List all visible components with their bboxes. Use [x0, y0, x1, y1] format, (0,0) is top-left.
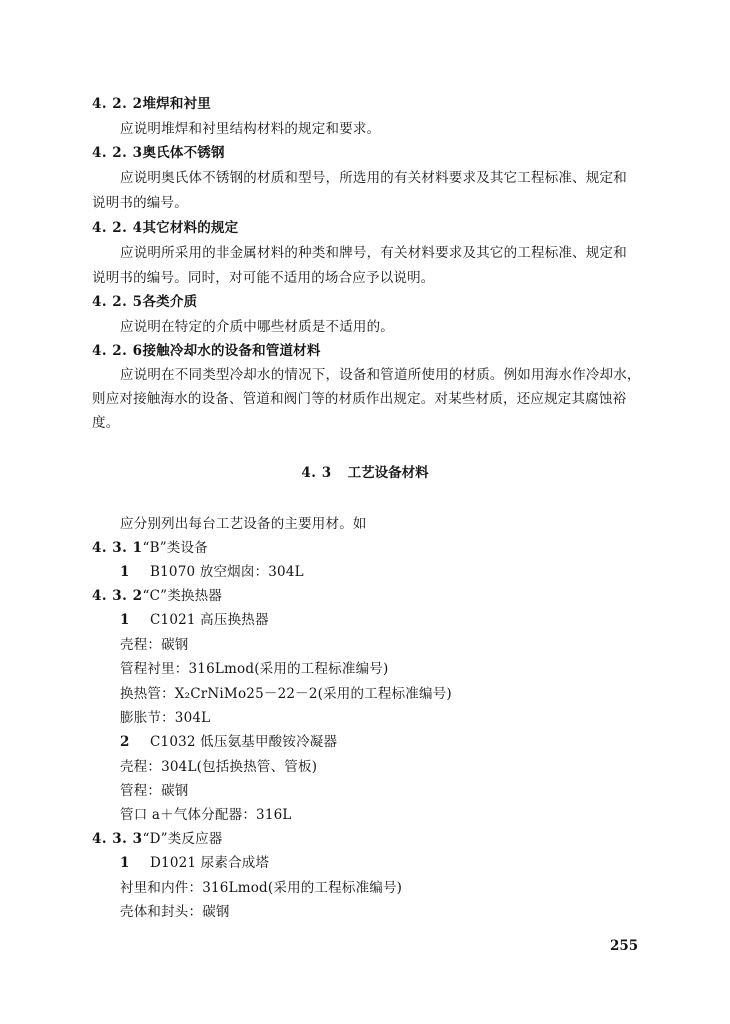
item-text: B1070 放空烟囱：304L [150, 564, 304, 580]
section-number: 4. 3 [301, 465, 332, 481]
paragraph: 应说明奥氏体不锈钢的材质和型号，所选用的有关材料要求及其它工程标准、规定和 [120, 170, 627, 186]
item-text: C1021 高压换热器 [150, 612, 269, 628]
section-title: 奥氏体不锈钢 [142, 145, 225, 161]
item-text: D1021 尿素合成塔 [150, 855, 270, 871]
heading-4-2-4 [92, 218, 238, 238]
section-title: 其它材料的规定 [142, 220, 239, 236]
section-title: 接触冷却水的设备和管道材料 [142, 343, 321, 359]
heading-4-2-5 [92, 292, 197, 312]
paragraph-continuation: 说明书的编号。 [92, 195, 188, 211]
page-number: 255 [610, 938, 639, 954]
list-item [120, 562, 304, 582]
section-heading-4-3 [0, 463, 730, 483]
paragraph-continuation: 则应对接触海水的设备、管道和阀门等的材质作出规定。对某些材质，还应规定其腐蚀裕 [92, 391, 627, 407]
paragraph: 应说明在特定的介质中哪些材质是不适用的。 [120, 319, 394, 335]
paragraph: 应说明堆焊和衬里结构材料的规定和要求。 [120, 121, 381, 137]
section-title: 各类介质 [142, 294, 198, 310]
section-number: 4. 2. 4 [92, 220, 143, 236]
section-number: 4. 2. 6 [92, 343, 143, 359]
item-number: 1 [120, 612, 130, 628]
section-title: 工艺设备材料 [347, 465, 429, 481]
list-item [120, 732, 337, 752]
section-number: 4. 2. 2 [92, 96, 143, 112]
material-line: 管程衬里：316Lmod(采用的工程标准编号) [120, 661, 389, 677]
material-line: 壳程：碳钢 [120, 637, 189, 653]
item-number: 1 [120, 855, 130, 871]
material-line: 膨胀节：304L [120, 710, 211, 726]
paragraph-continuation: 度。 [92, 415, 120, 431]
section-number: 4. 2. 5 [92, 294, 143, 310]
item-text: C1032 低压氨基甲酸铵冷凝器 [150, 734, 338, 750]
item-number: 1 [120, 564, 130, 580]
section-title: “C”类换热器 [142, 588, 223, 604]
item-number: 2 [120, 734, 130, 750]
material-line: 衬里和内件：316Lmod(采用的工程标准编号) [120, 880, 403, 896]
material-line: 壳程：304L(包括换热管、管板) [120, 759, 318, 775]
heading-4-2-6 [92, 341, 321, 361]
material-line: 管口 a＋气体分配器：316L [120, 807, 292, 823]
paragraph: 应说明所采用的非金属材料的种类和牌号，有关材料要求及其它的工程标准、规定和 [120, 245, 627, 261]
section-title: 堆焊和衬里 [142, 96, 211, 112]
material-line: 换热管：X₂CrNiMo25－22－2(采用的工程标准编号) [120, 686, 452, 702]
material-line: 管程：碳钢 [120, 783, 189, 799]
section-title: “D”类反应器 [142, 831, 223, 847]
section-number: 4. 3. 1 [92, 540, 143, 556]
section-number: 4. 2. 3 [92, 145, 143, 161]
section-number: 4. 3. 2 [92, 588, 143, 604]
list-item [120, 853, 269, 873]
list-item [120, 610, 269, 630]
paragraph: 应分别列出每台工艺设备的主要用材。如 [120, 516, 367, 532]
heading-4-2-2 [92, 94, 211, 114]
material-line: 壳体和封头：碳钢 [120, 904, 230, 920]
heading-4-3-3 [92, 829, 223, 849]
heading-4-2-3 [92, 143, 225, 163]
paragraph-continuation: 说明书的编号。同时，对可能不适用的场合应予以说明。 [92, 270, 435, 286]
heading-4-3-1 [92, 538, 208, 558]
section-title: “B”类设备 [142, 540, 208, 556]
heading-4-3-2 [92, 586, 222, 606]
paragraph: 应说明在不同类型冷却水的情况下，设备和管道所使用的材质。例如用海水作冷却水， [120, 367, 641, 383]
section-number: 4. 3. 3 [92, 831, 143, 847]
